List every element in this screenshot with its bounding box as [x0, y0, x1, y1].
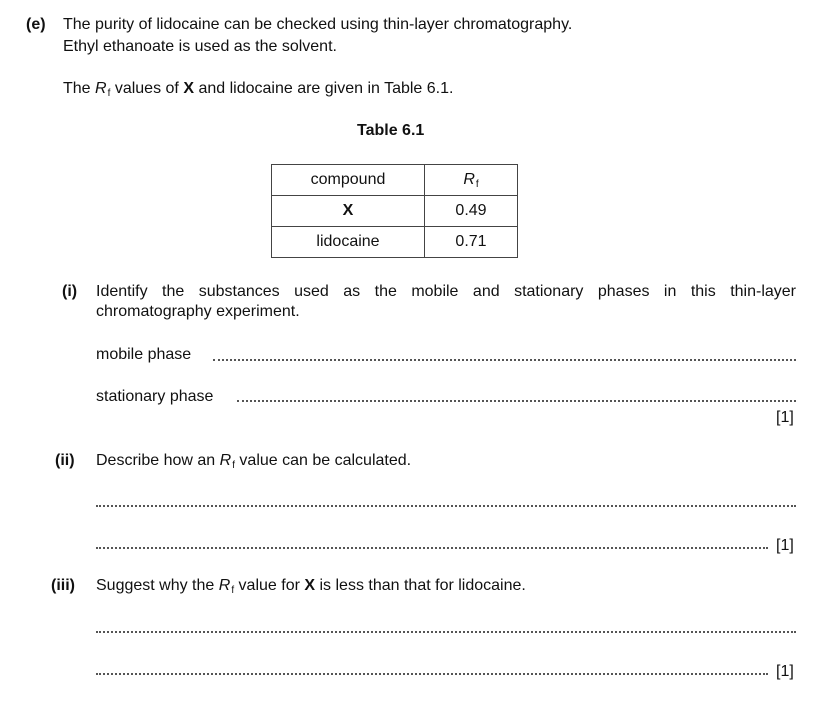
q-ii-mark: [1]	[776, 537, 794, 554]
q-iii-label: (iii)	[51, 577, 75, 594]
q-ii-text: Describe how an $R_f$ value can be calculated.	[96, 452, 412, 471]
header-rf: $R_f$	[425, 165, 518, 196]
stationary-phase-answer-line[interactable]	[237, 400, 796, 402]
table-row	[272, 196, 518, 227]
table-header-row	[272, 165, 518, 196]
rf-table	[271, 164, 518, 258]
q-iii-text: Suggest why the $R_f$ value for X is less than that for lidocaine.	[96, 577, 526, 596]
table-caption: Table 6.1	[357, 122, 425, 139]
cell-compound: lidocaine	[272, 227, 425, 258]
part-e-line-2: Ethyl ethanoate is used as the solvent.	[63, 38, 337, 55]
stationary-phase-label: stationary phase	[96, 388, 214, 405]
mobile-phase-label: mobile phase	[96, 346, 192, 363]
q-ii-answer-line-1[interactable]	[96, 505, 796, 507]
cell-rf: 0.71	[425, 227, 518, 258]
mobile-phase-answer-line[interactable]	[213, 359, 796, 361]
part-e-intro: The $R_f$ values of X and lidocaine are given in Table 6.1.	[63, 80, 454, 99]
table-row	[272, 227, 518, 258]
rf-symbol: $R_f$	[218, 577, 235, 596]
q-iii-answer-line-2[interactable]	[96, 673, 768, 675]
q-i-line-1: Identify the substances used as the mobile and stationary phases in this thin-layer	[96, 283, 796, 300]
header-compound: compound	[272, 165, 425, 196]
q-ii-label: (ii)	[55, 452, 75, 469]
cell-rf: 0.49	[425, 196, 518, 227]
rf-symbol: $R_f$	[95, 80, 111, 99]
cell-compound: X	[272, 196, 425, 227]
q-i-mark: [1]	[776, 409, 794, 426]
q-iii-mark: [1]	[776, 663, 794, 680]
q-iii-answer-line-1[interactable]	[96, 631, 796, 633]
part-e-line-1: The purity of lidocaine can be checked using thin-layer chromatography.	[63, 16, 573, 33]
q-ii-answer-line-2[interactable]	[96, 547, 768, 549]
q-i-line-2: chromatography experiment.	[96, 303, 300, 320]
rf-symbol: $R_f$	[219, 452, 235, 471]
part-e-label: (e)	[26, 16, 46, 33]
q-i-label: (i)	[62, 283, 78, 300]
